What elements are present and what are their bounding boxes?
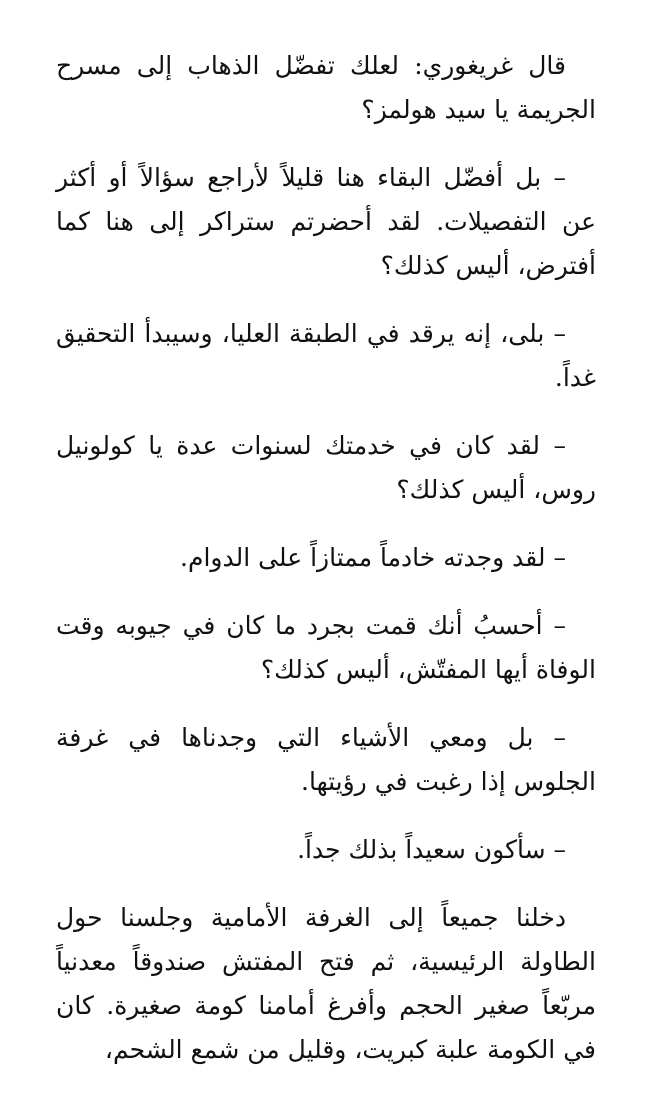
paragraph-dialogue-inspector: – بلى، إنه يرقد في الطبقة العليا، وسيبدأ التحقيق غداً.: [56, 319, 596, 392]
paragraph-dialogue-holmes-colonel: – لقد كان في خدمتك لسنوات عدة يا كولونيل روس، أليس كذلك؟: [56, 431, 596, 504]
paragraph-dialogue-holmes-happy: – سأكون سعيداً بذلك جداً.: [297, 835, 566, 864]
paragraph-narration-gregory: قال غريغوري: لعلك تفضّل الذهاب إلى مسرح الجريمة يا سيد هولمز؟: [56, 51, 596, 124]
paragraph-dialogue-inspector-items: – بل ومعي الأشياء التي وجدناها في غرفة الجلوس إذا رغبت في رؤيتها.: [56, 723, 596, 796]
paragraph-dialogue-holmes-pockets: – أحسبُ أنك قمت بجرد ما كان في جيوبه وقت الوفاة أيها المفتّش، أليس كذلك؟: [56, 611, 596, 684]
book-page: [56, 44, 596, 1096]
paragraph-narration-room: دخلنا جميعاً إلى الغرفة الأمامية وجلسنا حول الطاولة الرئيسية، ثم فتح المفتش صندوقاً معدنياً مربّعاً صغير الحجم وأفرغ أمامنا كومة صغيرة. كان في الكومة علبة كبريت، وقليل من شمع الشحم،: [56, 903, 596, 1064]
paragraph-dialogue-colonel: – لقد وجدته خادماً ممتازاً على الدوام.: [180, 543, 566, 572]
paragraph-dialogue-holmes: – بل أفضّل البقاء هنا قليلاً لأراجع سؤالاً أو أكثر عن التفصيلات. لقد أحضرتم ستراكر إلى هنا كما أفترض، أليس كذلك؟: [56, 163, 596, 280]
